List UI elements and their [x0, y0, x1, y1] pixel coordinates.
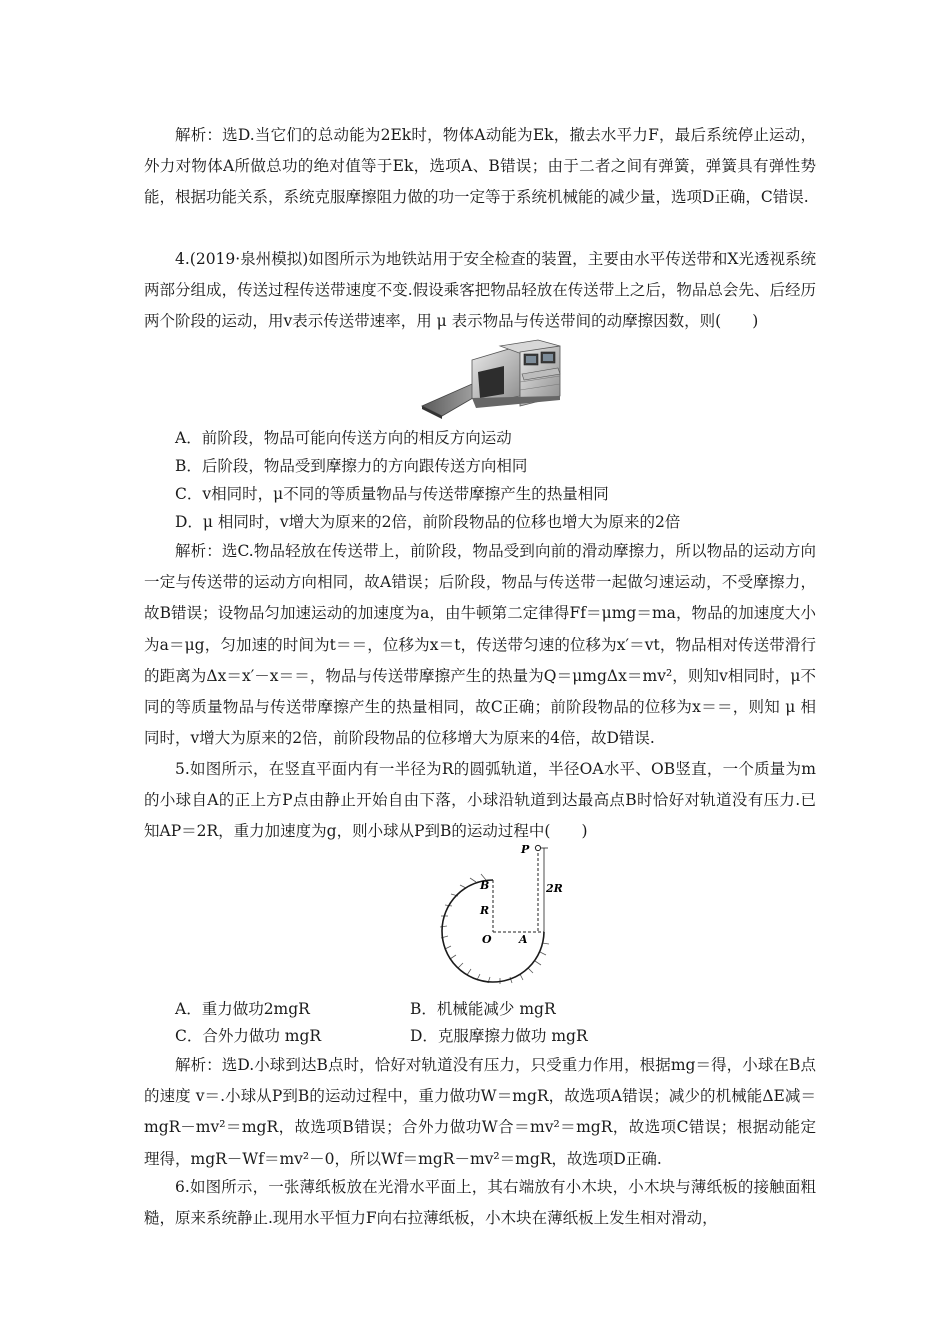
- circular-track-figure: [428, 843, 563, 992]
- label-p: P: [521, 843, 530, 856]
- question-4-stem: 4.(2019·泉州模拟)如图所示为地铁站用于安全检查的装置，主要由水平传送带和X光透视系统两部分组成，传送过程传送带速度不变.假设乘客把物品轻放在传送带上之后，物品总会先、后经历两个阶段的运动，用v表示传送带速率，用 μ 表示物品与传送带间的动摩擦因数，则( ): [144, 250, 816, 331]
- q4-option-d: D．μ 相同时，v增大为原来的2倍，前阶段物品的位移也增大为原来的2倍: [175, 513, 681, 531]
- solution-q4: 解析：选C.物品轻放在传送带上，前阶段，物品受到向前的滑动摩擦力，所以物品的运动方向一定与传送带的运动方向相同，故A错误；后阶段，物品与传送带一起做匀速运动，不受摩擦力，故B错误；设物品匀加速运动的加速度为a，由牛顿第二定律得Ff＝μmg＝ma，物品的加速度大小为a＝μg，匀加速的时间为t＝＝，位移为x＝t，传送带匀速的位移为x′＝vt，物品相对传送带滑行的距离为Δx＝x′－x＝＝，物品与传送带摩擦产生的热量为Q＝μmgΔx＝mv²，则知v相同时，μ不同的等质量物品与传送带摩擦产生的热量相同，故C正确；前阶段物品的位移为x＝＝，则知 μ 相同时，v增大为原来的2倍，前阶段物品的位移增大为原来的4倍，故D错误.: [144, 542, 816, 748]
- solution-q3: 解析：选D.当它们的总动能为2Ek时，物体A动能为Ek，撤去水平力F，最后系统停止运动，外力对物体A所做总功的绝对值等于Ek，选项A、B错误；由于二者之间有弹簧，弹簧具有弹性势能，根据功能关系，系统克服摩擦阻力做的功一定等于系统机械能的减少量，选项D正确，C错误.: [144, 126, 816, 207]
- label-o: O: [482, 933, 492, 946]
- q4-option-a: A．前阶段，物品可能向传送方向的相反方向运动: [175, 429, 512, 447]
- q5-option-d: D．克服摩擦力做功 mgR: [410, 1027, 588, 1045]
- question-5-stem: 5.如图所示，在竖直平面内有一半径为R的圆弧轨道，半径OA水平、OB竖直，一个质量为m的小球自A的正上方P点由静止开始自由下落，小球沿轨道到达最高点B时恰好对轨道没有压力.已知AP＝2R，重力加速度为g，则小球从P到B的运动过程中( ): [144, 760, 816, 841]
- q5-option-a: A．重力做功2mgR: [175, 1000, 310, 1018]
- q4-option-c: C．v相同时，μ不同的等质量物品与传送带摩擦产生的热量相同: [175, 485, 609, 503]
- q5-option-c: C．合外力做功 mgR: [175, 1027, 322, 1045]
- q4-option-b: B．后阶段，物品受到摩擦力的方向跟传送方向相同: [175, 457, 528, 475]
- label-2r: 2R: [546, 882, 563, 895]
- q5-option-b: B．机械能减少 mgR: [410, 1000, 556, 1018]
- solution-q5: 解析：选D.小球到达B点时，恰好对轨道没有压力，只受重力作用，根据mg＝得，小球在B点的速度 v＝.小球从P到B的运动过程中，重力做功W＝mgR，故选项A错误；减少的机械能ΔE减＝mgR－mv²＝mgR，故选项B错误；合外力做功W合＝mv²＝mgR，故选项C错误；根据动能定理得，mgR－Wf＝mv²－0，所以Wf＝mgR－mv²＝mgR，故选项D正确.: [144, 1056, 816, 1168]
- label-a: A: [519, 933, 528, 946]
- label-b: B: [480, 879, 490, 892]
- question-6-stem: 6.如图所示，一张薄纸板放在光滑水平面上，其右端放有小木块，小木块与薄纸板的接触面粗糙，原来系统静止.现用水平恒力F向右拉薄纸板，小木块在薄纸板上发生相对滑动，: [144, 1178, 816, 1228]
- xray-scanner-figure: [420, 340, 562, 420]
- label-r: R: [480, 904, 490, 917]
